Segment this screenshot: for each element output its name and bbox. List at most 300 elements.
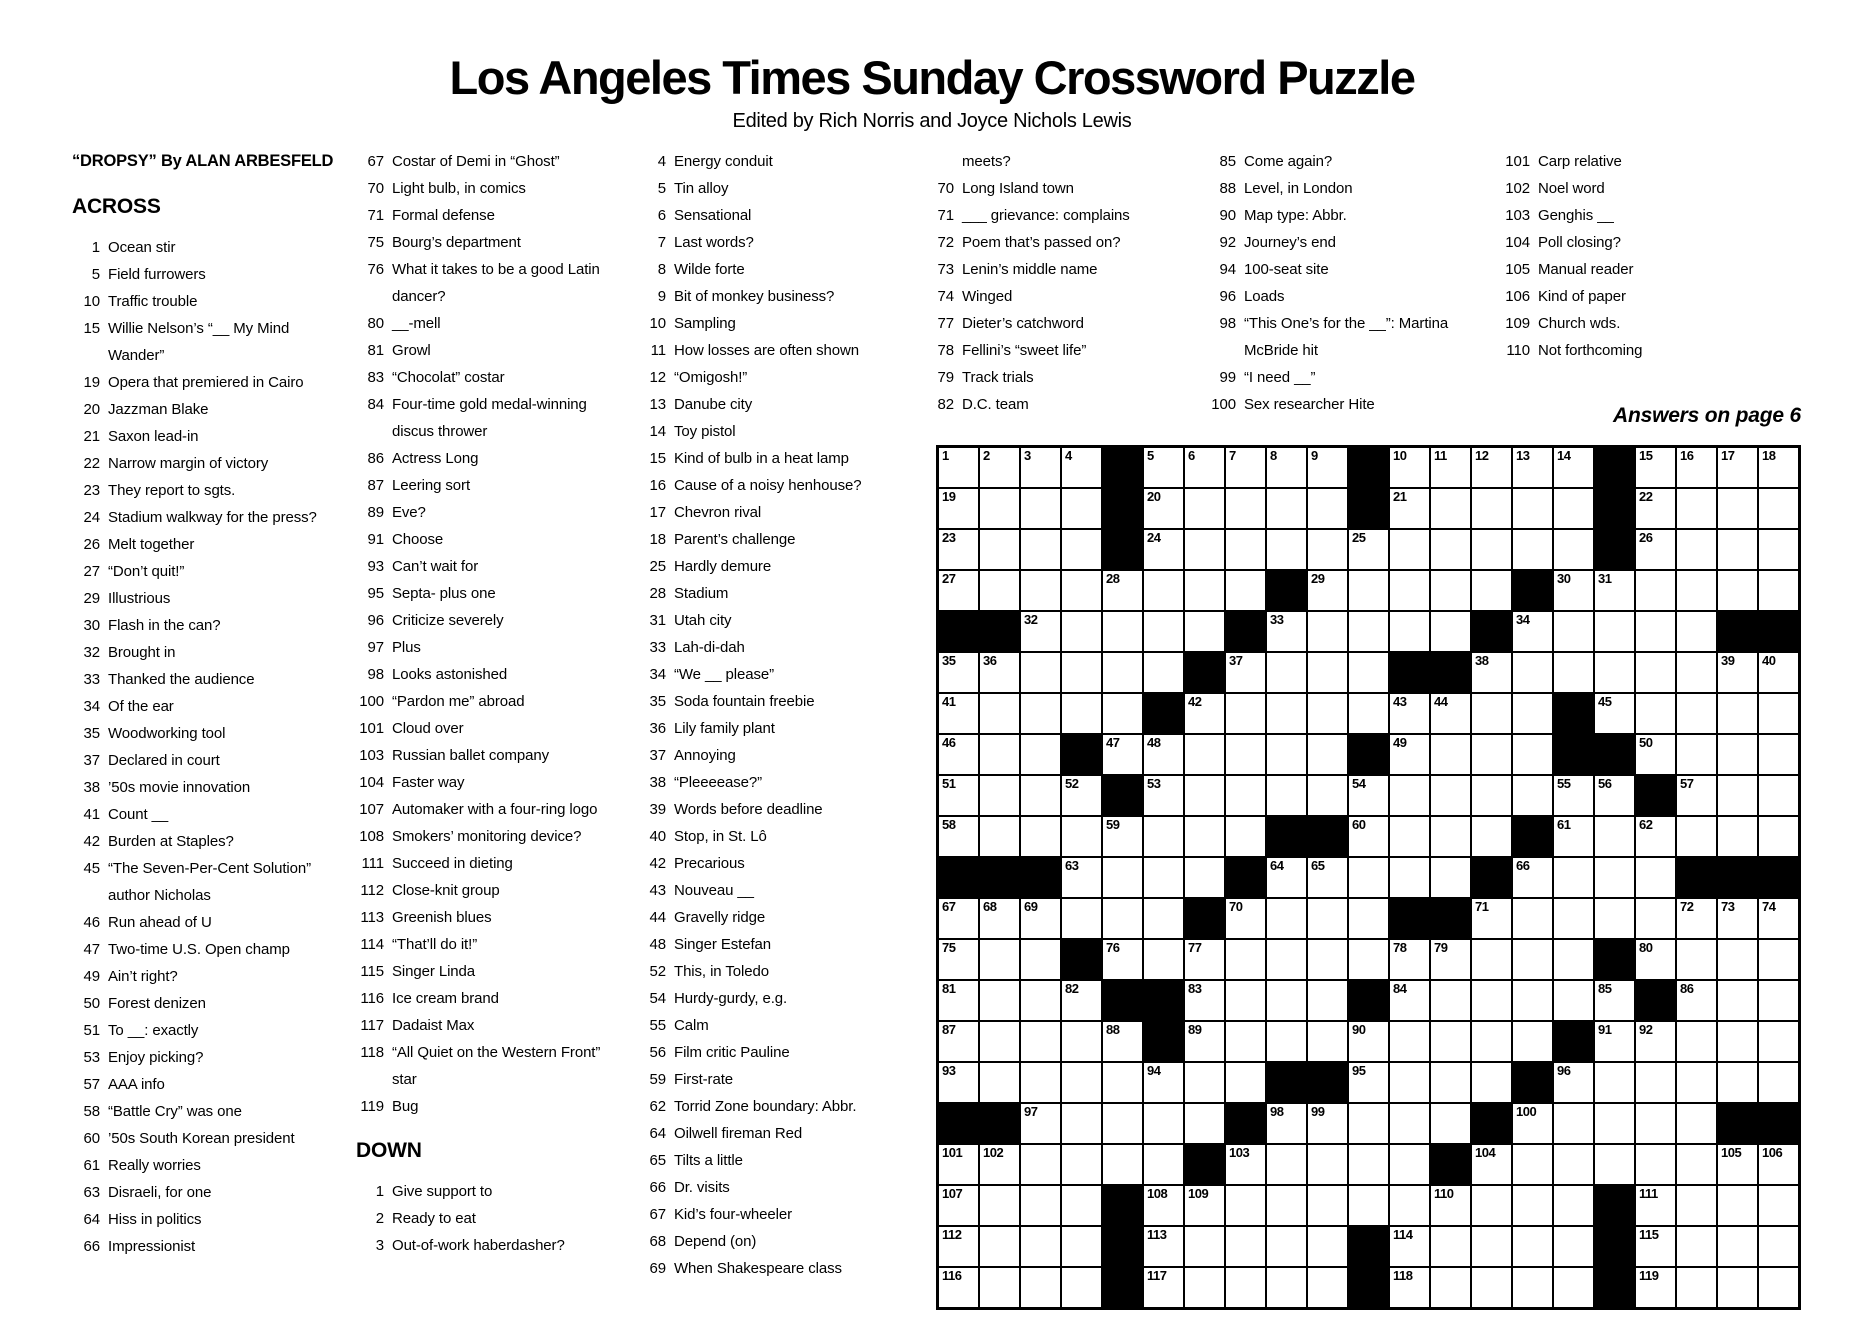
grid-cell[interactable] xyxy=(1389,1144,1430,1185)
grid-cell[interactable] xyxy=(1758,1267,1799,1308)
grid-cell[interactable] xyxy=(1184,570,1225,611)
grid-cell[interactable] xyxy=(1471,1062,1512,1103)
grid-cell[interactable] xyxy=(1471,570,1512,611)
grid-cell[interactable] xyxy=(1635,447,1676,488)
grid-cell[interactable] xyxy=(1184,1226,1225,1267)
grid-cell[interactable] xyxy=(1553,611,1594,652)
grid-cell[interactable] xyxy=(1225,1267,1266,1308)
grid-cell[interactable] xyxy=(1020,1062,1061,1103)
grid-cell[interactable] xyxy=(1225,1226,1266,1267)
grid-cell[interactable] xyxy=(1676,1021,1717,1062)
grid-cell[interactable] xyxy=(1184,693,1225,734)
grid-cell[interactable] xyxy=(1635,1185,1676,1226)
grid-cell[interactable] xyxy=(1635,1021,1676,1062)
grid-cell[interactable] xyxy=(1553,1267,1594,1308)
grid-cell[interactable] xyxy=(1184,611,1225,652)
grid-cell[interactable] xyxy=(1594,1144,1635,1185)
grid-cell[interactable] xyxy=(979,447,1020,488)
grid-cell[interactable] xyxy=(1102,816,1143,857)
grid-cell[interactable] xyxy=(1553,939,1594,980)
grid-cell[interactable] xyxy=(938,816,979,857)
grid-cell[interactable] xyxy=(1102,652,1143,693)
grid-cell[interactable] xyxy=(979,1185,1020,1226)
grid-cell[interactable] xyxy=(1348,1144,1389,1185)
grid-cell[interactable] xyxy=(1389,1267,1430,1308)
grid-cell[interactable] xyxy=(1225,488,1266,529)
grid-cell[interactable] xyxy=(1143,1226,1184,1267)
grid-cell[interactable] xyxy=(1184,1103,1225,1144)
grid-cell[interactable] xyxy=(1061,1144,1102,1185)
grid-cell[interactable] xyxy=(1430,1185,1471,1226)
grid-cell[interactable] xyxy=(1307,1144,1348,1185)
grid-cell[interactable] xyxy=(1553,898,1594,939)
grid-cell[interactable] xyxy=(938,775,979,816)
grid-cell[interactable] xyxy=(1512,1185,1553,1226)
grid-cell[interactable] xyxy=(1307,857,1348,898)
grid-cell[interactable] xyxy=(1061,1226,1102,1267)
grid-cell[interactable] xyxy=(1717,1144,1758,1185)
grid-cell[interactable] xyxy=(1717,488,1758,529)
grid-cell[interactable] xyxy=(1184,939,1225,980)
grid-cell[interactable] xyxy=(979,529,1020,570)
grid-cell[interactable] xyxy=(1348,611,1389,652)
grid-cell[interactable] xyxy=(1225,570,1266,611)
grid-cell[interactable] xyxy=(1430,693,1471,734)
grid-cell[interactable] xyxy=(1635,1103,1676,1144)
grid-cell[interactable] xyxy=(1143,447,1184,488)
grid-cell[interactable] xyxy=(938,1267,979,1308)
grid-cell[interactable] xyxy=(1389,1226,1430,1267)
grid-cell[interactable] xyxy=(979,1226,1020,1267)
grid-cell[interactable] xyxy=(1594,570,1635,611)
grid-cell[interactable] xyxy=(1430,775,1471,816)
grid-cell[interactable] xyxy=(1389,1103,1430,1144)
grid-cell[interactable] xyxy=(1758,1144,1799,1185)
grid-cell[interactable] xyxy=(1471,447,1512,488)
grid-cell[interactable] xyxy=(1020,1267,1061,1308)
grid-cell[interactable] xyxy=(938,980,979,1021)
grid-cell[interactable] xyxy=(1348,816,1389,857)
grid-cell[interactable] xyxy=(1266,693,1307,734)
grid-cell[interactable] xyxy=(1143,488,1184,529)
grid-cell[interactable] xyxy=(1184,1267,1225,1308)
grid-cell[interactable] xyxy=(1471,488,1512,529)
grid-cell[interactable] xyxy=(1225,447,1266,488)
grid-cell[interactable] xyxy=(1020,939,1061,980)
grid-cell[interactable] xyxy=(1758,1021,1799,1062)
grid-cell[interactable] xyxy=(1758,816,1799,857)
grid-cell[interactable] xyxy=(1758,1226,1799,1267)
grid-cell[interactable] xyxy=(938,488,979,529)
grid-cell[interactable] xyxy=(1635,857,1676,898)
grid-cell[interactable] xyxy=(1389,447,1430,488)
grid-cell[interactable] xyxy=(1471,1226,1512,1267)
grid-cell[interactable] xyxy=(1061,980,1102,1021)
grid-cell[interactable] xyxy=(1184,1062,1225,1103)
grid-cell[interactable] xyxy=(1102,939,1143,980)
grid-cell[interactable] xyxy=(1102,1144,1143,1185)
grid-cell[interactable] xyxy=(1635,570,1676,611)
grid-cell[interactable] xyxy=(938,734,979,775)
grid-cell[interactable] xyxy=(1512,447,1553,488)
grid-cell[interactable] xyxy=(1594,980,1635,1021)
grid-cell[interactable] xyxy=(1020,1103,1061,1144)
grid-cell[interactable] xyxy=(979,488,1020,529)
grid-cell[interactable] xyxy=(1020,980,1061,1021)
grid-cell[interactable] xyxy=(1266,775,1307,816)
grid-cell[interactable] xyxy=(1758,570,1799,611)
grid-cell[interactable] xyxy=(1266,529,1307,570)
grid-cell[interactable] xyxy=(1553,652,1594,693)
grid-cell[interactable] xyxy=(1676,1226,1717,1267)
grid-cell[interactable] xyxy=(1143,1267,1184,1308)
grid-cell[interactable] xyxy=(1676,734,1717,775)
grid-cell[interactable] xyxy=(1635,1267,1676,1308)
grid-cell[interactable] xyxy=(1184,816,1225,857)
grid-cell[interactable] xyxy=(1594,857,1635,898)
grid-cell[interactable] xyxy=(938,1226,979,1267)
grid-cell[interactable] xyxy=(1020,447,1061,488)
grid-cell[interactable] xyxy=(1020,775,1061,816)
grid-cell[interactable] xyxy=(938,652,979,693)
grid-cell[interactable] xyxy=(1020,611,1061,652)
grid-cell[interactable] xyxy=(1061,857,1102,898)
grid-cell[interactable] xyxy=(1430,1103,1471,1144)
grid-cell[interactable] xyxy=(1758,447,1799,488)
grid-cell[interactable] xyxy=(1471,898,1512,939)
grid-cell[interactable] xyxy=(1225,1185,1266,1226)
grid-cell[interactable] xyxy=(979,1062,1020,1103)
grid-cell[interactable] xyxy=(1717,1021,1758,1062)
grid-cell[interactable] xyxy=(1389,1062,1430,1103)
grid-cell[interactable] xyxy=(1717,1267,1758,1308)
grid-cell[interactable] xyxy=(1676,816,1717,857)
grid-cell[interactable] xyxy=(1430,1021,1471,1062)
grid-cell[interactable] xyxy=(1102,570,1143,611)
grid-cell[interactable] xyxy=(1512,775,1553,816)
grid-cell[interactable] xyxy=(1635,652,1676,693)
grid-cell[interactable] xyxy=(1266,898,1307,939)
grid-cell[interactable] xyxy=(1020,652,1061,693)
grid-cell[interactable] xyxy=(1102,898,1143,939)
grid-cell[interactable] xyxy=(1348,898,1389,939)
grid-cell[interactable] xyxy=(1717,1226,1758,1267)
grid-cell[interactable] xyxy=(1553,1226,1594,1267)
grid-cell[interactable] xyxy=(1635,1144,1676,1185)
grid-cell[interactable] xyxy=(1307,734,1348,775)
grid-cell[interactable] xyxy=(1430,529,1471,570)
grid-cell[interactable] xyxy=(1512,1267,1553,1308)
grid-cell[interactable] xyxy=(1348,529,1389,570)
grid-cell[interactable] xyxy=(1389,816,1430,857)
grid-cell[interactable] xyxy=(1307,980,1348,1021)
grid-cell[interactable] xyxy=(1020,1185,1061,1226)
grid-cell[interactable] xyxy=(1143,857,1184,898)
grid-cell[interactable] xyxy=(1635,488,1676,529)
grid-cell[interactable] xyxy=(1061,570,1102,611)
grid-cell[interactable] xyxy=(1430,980,1471,1021)
grid-cell[interactable] xyxy=(1389,693,1430,734)
grid-cell[interactable] xyxy=(1143,1185,1184,1226)
grid-cell[interactable] xyxy=(1307,1103,1348,1144)
grid-cell[interactable] xyxy=(1635,693,1676,734)
grid-cell[interactable] xyxy=(938,570,979,611)
grid-cell[interactable] xyxy=(1389,980,1430,1021)
grid-cell[interactable] xyxy=(1348,693,1389,734)
grid-cell[interactable] xyxy=(1430,447,1471,488)
grid-cell[interactable] xyxy=(1717,447,1758,488)
grid-cell[interactable] xyxy=(1225,734,1266,775)
grid-cell[interactable] xyxy=(1717,529,1758,570)
grid-cell[interactable] xyxy=(1061,1021,1102,1062)
grid-cell[interactable] xyxy=(1553,529,1594,570)
grid-cell[interactable] xyxy=(1512,1226,1553,1267)
grid-cell[interactable] xyxy=(1225,939,1266,980)
grid-cell[interactable] xyxy=(1061,1185,1102,1226)
grid-cell[interactable] xyxy=(1553,1144,1594,1185)
grid-cell[interactable] xyxy=(1553,447,1594,488)
grid-cell[interactable] xyxy=(1471,1267,1512,1308)
grid-cell[interactable] xyxy=(1635,611,1676,652)
grid-cell[interactable] xyxy=(1143,570,1184,611)
grid-cell[interactable] xyxy=(938,529,979,570)
grid-cell[interactable] xyxy=(1512,1103,1553,1144)
grid-cell[interactable] xyxy=(1225,1144,1266,1185)
grid-cell[interactable] xyxy=(1348,1021,1389,1062)
grid-cell[interactable] xyxy=(979,939,1020,980)
grid-cell[interactable] xyxy=(1143,611,1184,652)
grid-cell[interactable] xyxy=(1225,529,1266,570)
grid-cell[interactable] xyxy=(1594,1062,1635,1103)
grid-cell[interactable] xyxy=(1266,857,1307,898)
grid-cell[interactable] xyxy=(1143,1103,1184,1144)
grid-cell[interactable] xyxy=(1717,898,1758,939)
grid-cell[interactable] xyxy=(1430,1226,1471,1267)
grid-cell[interactable] xyxy=(1307,898,1348,939)
grid-cell[interactable] xyxy=(1143,529,1184,570)
grid-cell[interactable] xyxy=(1430,611,1471,652)
grid-cell[interactable] xyxy=(1594,693,1635,734)
grid-cell[interactable] xyxy=(1676,693,1717,734)
grid-cell[interactable] xyxy=(1184,857,1225,898)
grid-cell[interactable] xyxy=(1512,939,1553,980)
grid-cell[interactable] xyxy=(1512,857,1553,898)
grid-cell[interactable] xyxy=(1102,857,1143,898)
grid-cell[interactable] xyxy=(1307,529,1348,570)
grid-cell[interactable] xyxy=(1307,1185,1348,1226)
grid-cell[interactable] xyxy=(1758,529,1799,570)
grid-cell[interactable] xyxy=(1061,816,1102,857)
grid-cell[interactable] xyxy=(1225,693,1266,734)
grid-cell[interactable] xyxy=(1102,1103,1143,1144)
grid-cell[interactable] xyxy=(1594,816,1635,857)
grid-cell[interactable] xyxy=(1020,898,1061,939)
grid-cell[interactable] xyxy=(1676,529,1717,570)
grid-cell[interactable] xyxy=(1061,652,1102,693)
grid-cell[interactable] xyxy=(1143,734,1184,775)
grid-cell[interactable] xyxy=(1512,734,1553,775)
grid-cell[interactable] xyxy=(1020,734,1061,775)
grid-cell[interactable] xyxy=(1389,1185,1430,1226)
grid-cell[interactable] xyxy=(1758,734,1799,775)
grid-cell[interactable] xyxy=(1307,775,1348,816)
grid-cell[interactable] xyxy=(1266,447,1307,488)
grid-cell[interactable] xyxy=(1102,693,1143,734)
grid-cell[interactable] xyxy=(1348,857,1389,898)
grid-cell[interactable] xyxy=(1758,1185,1799,1226)
grid-cell[interactable] xyxy=(1553,1185,1594,1226)
grid-cell[interactable] xyxy=(1266,611,1307,652)
grid-cell[interactable] xyxy=(1512,693,1553,734)
grid-cell[interactable] xyxy=(1676,1062,1717,1103)
grid-cell[interactable] xyxy=(1184,1185,1225,1226)
grid-cell[interactable] xyxy=(1184,529,1225,570)
grid-cell[interactable] xyxy=(1512,652,1553,693)
grid-cell[interactable] xyxy=(979,1021,1020,1062)
grid-cell[interactable] xyxy=(1307,447,1348,488)
grid-cell[interactable] xyxy=(1389,939,1430,980)
grid-cell[interactable] xyxy=(1348,570,1389,611)
grid-cell[interactable] xyxy=(1758,1062,1799,1103)
grid-cell[interactable] xyxy=(1471,734,1512,775)
grid-cell[interactable] xyxy=(1676,611,1717,652)
grid-cell[interactable] xyxy=(1758,775,1799,816)
grid-cell[interactable] xyxy=(1471,775,1512,816)
grid-cell[interactable] xyxy=(979,1144,1020,1185)
grid-cell[interactable] xyxy=(1307,652,1348,693)
grid-cell[interactable] xyxy=(1225,652,1266,693)
grid-cell[interactable] xyxy=(1184,734,1225,775)
grid-cell[interactable] xyxy=(1594,1103,1635,1144)
grid-cell[interactable] xyxy=(938,1185,979,1226)
grid-cell[interactable] xyxy=(1717,570,1758,611)
grid-cell[interactable] xyxy=(1717,693,1758,734)
grid-cell[interactable] xyxy=(1758,939,1799,980)
grid-cell[interactable] xyxy=(1430,1267,1471,1308)
grid-cell[interactable] xyxy=(1512,898,1553,939)
grid-cell[interactable] xyxy=(1676,1185,1717,1226)
grid-cell[interactable] xyxy=(1758,898,1799,939)
grid-cell[interactable] xyxy=(1020,529,1061,570)
grid-cell[interactable] xyxy=(1676,1103,1717,1144)
grid-cell[interactable] xyxy=(1512,980,1553,1021)
grid-cell[interactable] xyxy=(1512,611,1553,652)
grid-cell[interactable] xyxy=(979,980,1020,1021)
grid-cell[interactable] xyxy=(1594,1021,1635,1062)
grid-cell[interactable] xyxy=(1389,775,1430,816)
grid-cell[interactable] xyxy=(1266,488,1307,529)
grid-cell[interactable] xyxy=(1758,693,1799,734)
grid-cell[interactable] xyxy=(1389,734,1430,775)
grid-cell[interactable] xyxy=(1266,1021,1307,1062)
grid-cell[interactable] xyxy=(1717,652,1758,693)
grid-cell[interactable] xyxy=(1020,570,1061,611)
grid-cell[interactable] xyxy=(1553,570,1594,611)
grid-cell[interactable] xyxy=(1430,488,1471,529)
grid-cell[interactable] xyxy=(1225,816,1266,857)
grid-cell[interactable] xyxy=(1635,939,1676,980)
grid-cell[interactable] xyxy=(1676,488,1717,529)
grid-cell[interactable] xyxy=(1553,816,1594,857)
grid-cell[interactable] xyxy=(979,816,1020,857)
grid-cell[interactable] xyxy=(1307,939,1348,980)
grid-cell[interactable] xyxy=(1102,734,1143,775)
grid-cell[interactable] xyxy=(1266,1267,1307,1308)
grid-cell[interactable] xyxy=(1676,1144,1717,1185)
grid-cell[interactable] xyxy=(1430,857,1471,898)
grid-cell[interactable] xyxy=(1553,488,1594,529)
grid-cell[interactable] xyxy=(1594,775,1635,816)
grid-cell[interactable] xyxy=(1512,529,1553,570)
grid-cell[interactable] xyxy=(1717,734,1758,775)
grid-cell[interactable] xyxy=(1471,939,1512,980)
grid-cell[interactable] xyxy=(1348,1103,1389,1144)
grid-cell[interactable] xyxy=(1553,1103,1594,1144)
grid-cell[interactable] xyxy=(1184,447,1225,488)
grid-cell[interactable] xyxy=(1307,1021,1348,1062)
grid-cell[interactable] xyxy=(1266,652,1307,693)
grid-cell[interactable] xyxy=(1225,898,1266,939)
grid-cell[interactable] xyxy=(979,652,1020,693)
grid-cell[interactable] xyxy=(979,898,1020,939)
grid-cell[interactable] xyxy=(1020,816,1061,857)
grid-cell[interactable] xyxy=(1389,529,1430,570)
grid-cell[interactable] xyxy=(1266,1226,1307,1267)
grid-cell[interactable] xyxy=(1758,980,1799,1021)
grid-cell[interactable] xyxy=(1635,816,1676,857)
grid-cell[interactable] xyxy=(979,1267,1020,1308)
grid-cell[interactable] xyxy=(1184,1021,1225,1062)
grid-cell[interactable] xyxy=(1020,488,1061,529)
grid-cell[interactable] xyxy=(1102,1021,1143,1062)
grid-cell[interactable] xyxy=(1143,939,1184,980)
grid-cell[interactable] xyxy=(1307,1226,1348,1267)
grid-cell[interactable] xyxy=(979,734,1020,775)
grid-cell[interactable] xyxy=(979,570,1020,611)
grid-cell[interactable] xyxy=(1471,980,1512,1021)
grid-cell[interactable] xyxy=(1758,652,1799,693)
grid-cell[interactable] xyxy=(1307,570,1348,611)
grid-cell[interactable] xyxy=(938,693,979,734)
grid-cell[interactable] xyxy=(1061,447,1102,488)
grid-cell[interactable] xyxy=(1676,1267,1717,1308)
grid-cell[interactable] xyxy=(1061,693,1102,734)
grid-cell[interactable] xyxy=(1676,652,1717,693)
grid-cell[interactable] xyxy=(1471,529,1512,570)
grid-cell[interactable] xyxy=(979,693,1020,734)
grid-cell[interactable] xyxy=(1430,734,1471,775)
grid-cell[interactable] xyxy=(938,939,979,980)
grid-cell[interactable] xyxy=(1020,1021,1061,1062)
grid-cell[interactable] xyxy=(1348,1185,1389,1226)
grid-cell[interactable] xyxy=(1717,939,1758,980)
grid-cell[interactable] xyxy=(1430,939,1471,980)
grid-cell[interactable] xyxy=(1061,488,1102,529)
grid-cell[interactable] xyxy=(1430,816,1471,857)
grid-cell[interactable] xyxy=(1266,734,1307,775)
grid-cell[interactable] xyxy=(1102,1062,1143,1103)
grid-cell[interactable] xyxy=(1266,1144,1307,1185)
grid-cell[interactable] xyxy=(1348,1062,1389,1103)
grid-cell[interactable] xyxy=(1676,939,1717,980)
grid-cell[interactable] xyxy=(1389,611,1430,652)
grid-cell[interactable] xyxy=(1512,488,1553,529)
grid-cell[interactable] xyxy=(1717,1062,1758,1103)
grid-cell[interactable] xyxy=(1143,816,1184,857)
grid-cell[interactable] xyxy=(1225,1062,1266,1103)
grid-cell[interactable] xyxy=(1471,693,1512,734)
grid-cell[interactable] xyxy=(1471,1185,1512,1226)
